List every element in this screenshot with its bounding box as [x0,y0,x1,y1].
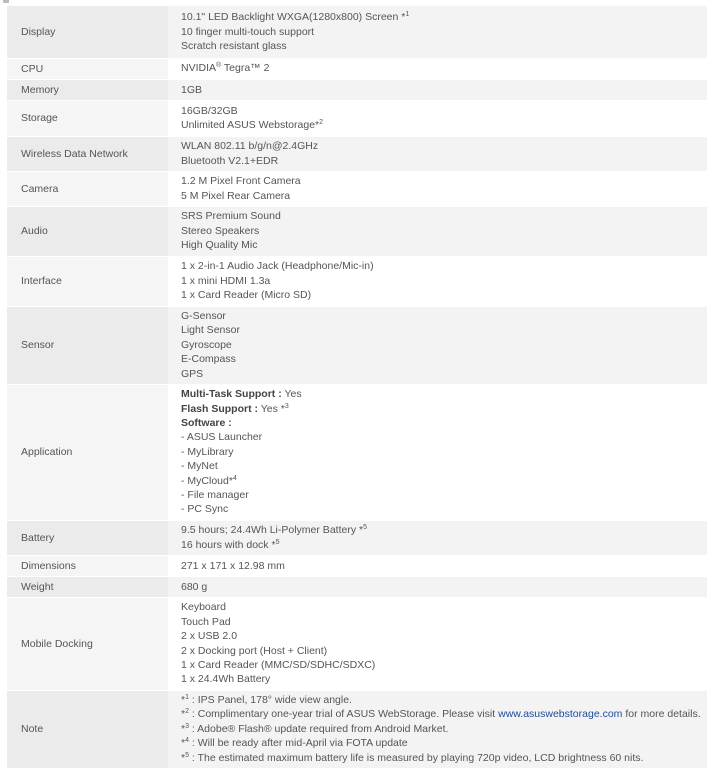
spec-row-application [7,384,707,520]
software-item: - PC Sync [181,503,229,516]
registered-mark: ® [216,62,222,70]
spec-label: Dimensions [7,555,168,576]
audio-line-2: Stereo Speakers [181,224,260,237]
footnote-ref: 5 [363,524,367,532]
spec-value [168,171,707,206]
battery-line-1: 9.5 hours; 24.4Wh Li-Polymer Battery * [181,524,364,537]
software-label: Software : [181,416,232,429]
software-item: - ASUS Launcher [181,431,263,444]
display-line-3: Scratch resistant glass [181,39,287,52]
spec-label: Sensor [7,306,168,384]
spec-label: Wireless Data Network [7,136,168,171]
bullet-marker [3,0,9,3]
audio-line-1: SRS Premium Sound [181,210,281,223]
spec-label: CPU [7,58,168,79]
spec-row-interface [7,256,707,306]
note-line-2: *$^2$ : Complimentary one-year trial of ASUS WebStorage. Please visit www.asuswebstorage.com for more details. [181,708,701,721]
spec-value [168,384,707,520]
spec-row-display [7,6,707,58]
spec-row-weight [7,576,707,597]
docking-line: Touch Pad [181,615,231,628]
spec-value: 680 g [168,576,707,597]
flash-label: Flash Support : [181,402,258,415]
footnote-ref: 5 [275,538,280,546]
software-item: - MyLibrary [181,445,234,458]
top-edge [0,0,712,5]
sensor-line-4: E-Compass [181,353,236,366]
spec-value [168,690,707,768]
docking-line: 1 x Card Reader (MMC/SD/SDHC/SDXC) [181,658,376,671]
spec-label: Mobile Docking [7,597,168,690]
spec-row-audio [7,206,707,256]
sensor-line-5: GPS [181,367,204,380]
docking-line: 2 x Docking port (Host + Client) [181,644,328,657]
footnote-ref: 1 [405,11,410,19]
spec-value [168,136,707,171]
spec-row-dimensions [7,555,707,576]
asuswebstorage-link[interactable]: www.asuswebstorage.com [498,708,623,721]
spec-label: Memory [7,79,168,100]
spec-row-battery [7,520,707,555]
flash-value: Yes * [258,402,285,415]
spec-value: 1GB [168,79,707,100]
spec-row-cpu [7,58,707,79]
display-line-2: 10 finger multi-touch support [181,25,315,38]
sensor-line-1: G-Sensor [181,309,226,322]
sensor-line-3: Gyroscope [181,338,232,351]
docking-line: 1 x 24.4Wh Battery [181,673,271,686]
audio-line-3: High Quality Mic [181,239,258,252]
docking-line: 2 x USB 2.0 [181,630,238,643]
storage-line-2: Unlimited ASUS Webstorage* [181,119,320,131]
display-line-1: 10.1" LED Backlight WXGA(1280x800) Screen * [181,11,406,24]
sensor-line-2: Light Sensor [181,324,240,337]
spec-label: Note [7,690,168,768]
spec-label: Display [7,6,168,58]
spec-label: Camera [7,171,168,206]
spec-value [168,6,707,58]
cpu-model: Tegra™ 2 [221,62,270,75]
spec-row-memory [7,79,707,100]
spec-label: Battery [7,520,168,555]
wireless-line-2: Bluetooth V2.1+EDR [181,154,279,167]
spec-value [168,206,707,256]
interface-line-3: 1 x Card Reader (Micro SD) [181,289,312,302]
spec-row-docking [7,597,707,690]
spec-label: Application [7,384,168,520]
spec-row-note [7,690,707,768]
docking-line: Keyboard [181,601,226,614]
spec-label: Interface [7,256,168,306]
spec-row-storage [7,100,707,136]
spec-label: Weight [7,576,168,597]
note-line-4: *$^4$ : Will be ready after mid-April via FOTA update [181,737,408,750]
software-item: - File manager [181,489,249,502]
spec-value [168,256,707,306]
interface-line-1: 1 x 2-in-1 Audio Jack (Headphone/Mic-in) [181,260,374,273]
battery-line-2: 16 hours with dock * [181,538,276,551]
spec-label: Storage [7,100,168,136]
cpu-brand: NVIDIA [181,62,217,75]
note-line-5: *$^5$ : The estimated maximum battery life is measured by playing 720p video, LCD brightness 60 nits. [181,751,644,764]
interface-line-2: 1 x mini HDMI 1.3a [181,274,271,287]
note-line-3: *$^3$ : Adobe® Flash® update required from Android Market. [181,722,449,735]
spec-row-camera [7,171,707,206]
multitask-label: Multi-Task Support : [181,388,282,401]
spec-row-wireless [7,136,707,171]
footnote-ref: 2 [319,119,324,126]
spec-row-sensor [7,306,707,384]
wireless-line-1: WLAN 802.11 b/g/n@2.4GHz [181,140,319,153]
footnote-ref: 4 [232,474,237,482]
camera-line-1: 1.2 M Pixel Front Camera [181,175,301,188]
footnote-ref: 3 [284,402,289,410]
spec-label: Audio [7,206,168,256]
spec-value: 271 x 171 x 12.98 mm [168,555,707,576]
storage-line-1: 16GB/32GB [181,104,238,117]
spec-value [168,306,707,384]
spec-table [7,6,707,769]
software-item: - MyNet [181,460,218,473]
spec-value [168,100,707,136]
camera-line-2: 5 M Pixel Rear Camera [181,189,291,202]
software-item: - MyCloud* [181,474,233,487]
spec-value [168,58,707,79]
spec-value [168,520,707,555]
spec-value [168,597,707,690]
note-line-1: *$^1$ : IPS Panel, 178° wide view angle. [181,693,352,706]
multitask-value: Yes [281,388,302,401]
